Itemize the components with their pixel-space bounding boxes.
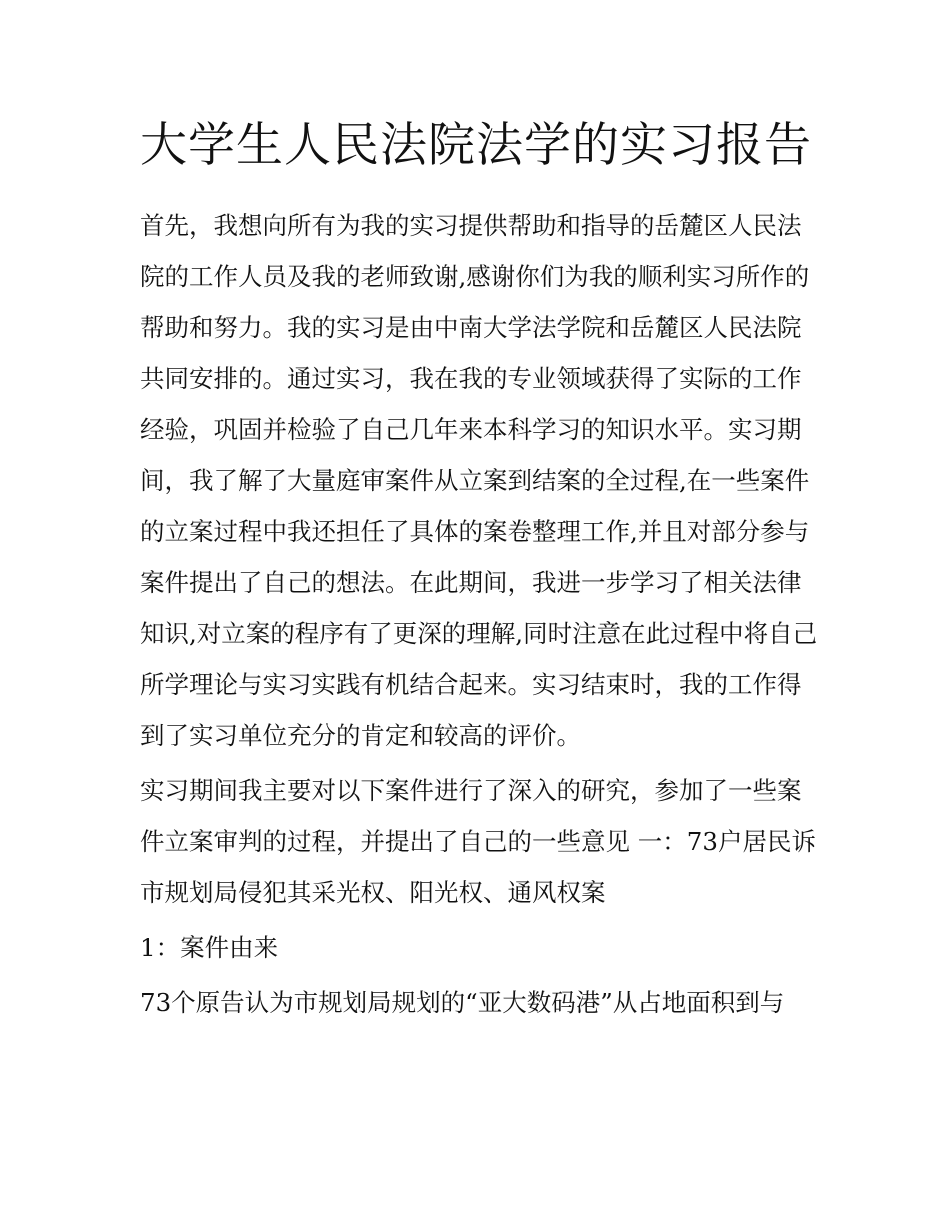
document-page bbox=[140, 110, 820, 1028]
section-heading: 1：案件由来 bbox=[140, 933, 279, 962]
paragraph-case-origin: 73个原告认为市规划局规划的“亚大数码港”从占地面积到与 bbox=[140, 988, 785, 1017]
paragraph-acknowledgement: 首先，我想向所有为我的实习提供帮助和指导的岳麓区人民法院的工作人员及我的老师致谢,感谢你们为我的顺利实习所作的帮助和努力。我的实习是由中南大学法学院和岳麓区人民法院共同安排的。通过实习，我在我的专业领域获得了实际的工作经验，巩固并检验了自己几年来本科学习的知识水平。实习期间，我了解了大量庭审案件从立案到结案的全过程,在一些案件的立案过程中我还担任了具体的案卷整理工作,并且对部分参与案件提出了自己的想法。在此期间，我进一步学习了相关法律知识,对立案的程序有了更深的理解,同时注意在此过程中将自己所学理论与实习实践有机结合起来。实习结束时，我的工作得到了实习单位充分的肯定和较高的评价。 bbox=[140, 211, 818, 750]
paragraph-cases-intro: 实习期间我主要对以下案件进行了深入的研究，参加了一些案件立案审判的过程，并提出了自己的一些意见 一：73户居民诉市规划局侵犯其采光权、阳光权、通风权案 bbox=[140, 776, 816, 907]
document-title: 大学生人民法院法学的实习报告 bbox=[140, 118, 812, 173]
